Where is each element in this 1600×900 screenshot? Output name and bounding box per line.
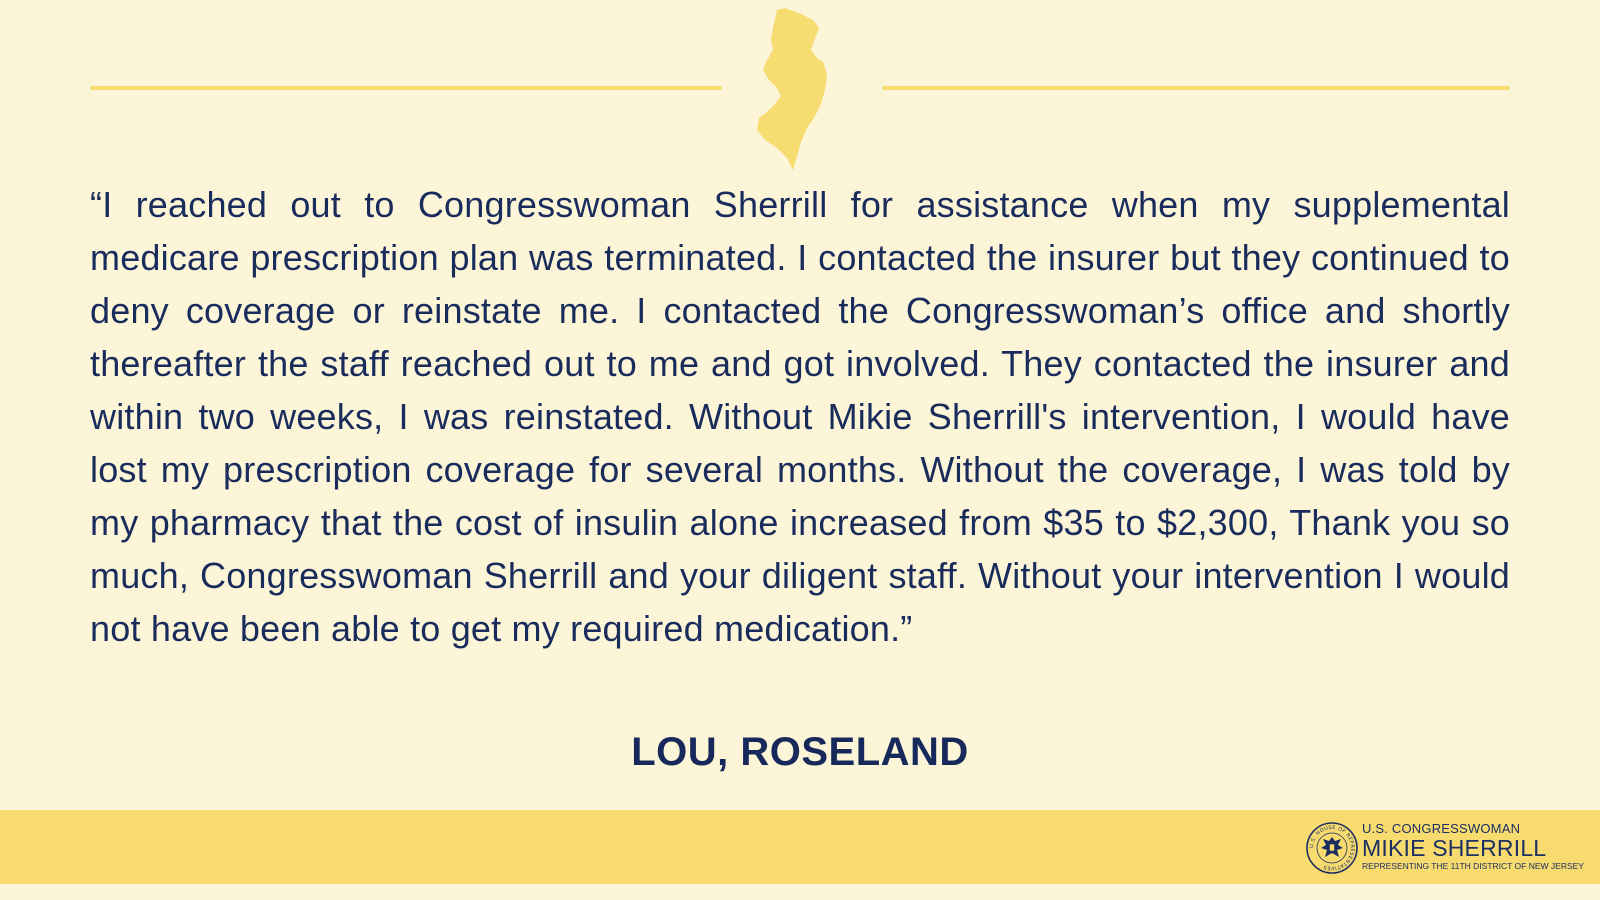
footer-bottom-strip [0, 884, 1600, 900]
testimonial-quote: “I reached out to Congresswoman Sherrill for assistance when my supplemental medicare prescription plan was terminated. I contacted the insurer but they continued to deny coverage or reinstate me. I contacted the Congresswoman’s office and shortly thereafter the staff reached out to me and got involved. They contacted the insurer and within two weeks, I was reinstated. Without Mikie Sherrill's intervention, I would have lost my prescription coverage for several months. Without the coverage, I was told by my pharmacy that the cost of insulin alone increased from $35 to $2,300, Thank you so much, Congresswoman Sherrill and your diligent staff. Without your intervention I would not have been able to get my required medication.” [90, 184, 1510, 649]
congresswoman-branding [1362, 822, 1598, 872]
divider-right [882, 86, 1510, 90]
seal-text: U.S. HOUSE OF REPRESENTATIVES [1308, 824, 1356, 872]
brand-name: MIKIE SHERRILL [1362, 835, 1547, 861]
brand-title: U.S. CONGRESSWOMAN [1362, 821, 1521, 836]
new-jersey-map-icon [755, 6, 851, 174]
brand-district: REPRESENTING THE 11TH DISTRICT OF NEW JERSEY [1362, 861, 1584, 871]
us-house-seal-icon [1306, 822, 1358, 874]
testimonial-attribution: LOU, ROSELAND [631, 730, 969, 774]
divider-left [90, 86, 722, 90]
footer-band [0, 810, 1600, 884]
